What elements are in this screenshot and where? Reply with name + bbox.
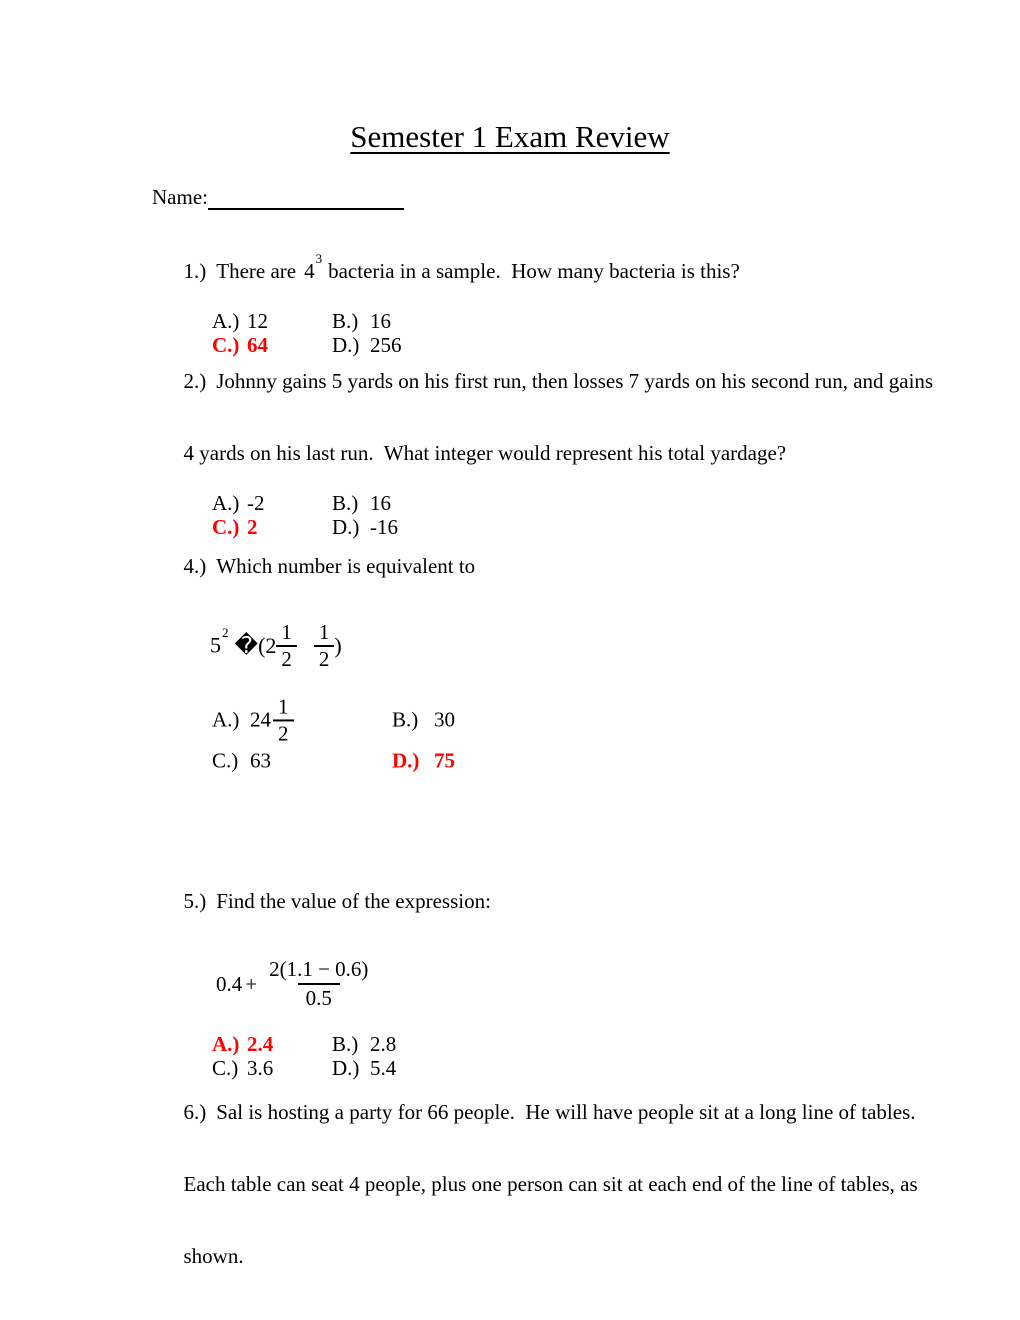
question-1-text-after: bacteria in a sample. How many bacteria is this? bbox=[328, 259, 740, 283]
question-1-text-before: There are bbox=[216, 259, 297, 283]
question-5-options bbox=[212, 1032, 1012, 1080]
question-6-line-3 bbox=[152, 1220, 1012, 1292]
option-d-value: 75 bbox=[434, 748, 455, 773]
option-c-label: C.) bbox=[212, 748, 239, 773]
fraction-numerator: 2(1.1 − 0.6) bbox=[269, 957, 369, 981]
option-d-value: 5.4 bbox=[370, 1056, 397, 1081]
question-2-text-1: Johnny gains 5 yards on his first run, then losses 7 yards on his second run, and gains bbox=[216, 369, 934, 393]
option-a-value: 2.4 bbox=[247, 1032, 274, 1057]
option-b-value: 2.8 bbox=[370, 1032, 397, 1057]
power-exponent: 3 bbox=[315, 251, 323, 266]
question-4-math-expression bbox=[210, 621, 342, 670]
fraction-denominator: 2 bbox=[276, 645, 297, 670]
option-b-label: B.) bbox=[332, 491, 359, 515]
option-c-value: 64 bbox=[247, 333, 268, 357]
name-blank-line bbox=[208, 189, 404, 210]
question-4-text bbox=[152, 530, 1012, 602]
option-a-value: -2 bbox=[247, 491, 265, 515]
question-4 bbox=[152, 530, 1012, 774]
fraction bbox=[276, 621, 297, 670]
question-6 bbox=[152, 1076, 1012, 1292]
option-d-label: D.) bbox=[332, 1056, 360, 1081]
fraction-denominator: 0.5 bbox=[298, 983, 340, 1010]
options-row bbox=[212, 748, 692, 774]
mixed-number-whole: 24 bbox=[250, 707, 271, 732]
question-4-prompt: Which number is equivalent to bbox=[216, 554, 476, 578]
option-b-label: B.) bbox=[392, 707, 419, 732]
question-5-math-expression bbox=[216, 958, 376, 1010]
option-a-label: A.) bbox=[212, 707, 240, 732]
question-6-text-1: Sal is hosting a party for 66 people. He will have people sit at a long line of tables. bbox=[216, 1100, 916, 1124]
name-row bbox=[152, 185, 404, 210]
power-base: 4 bbox=[304, 259, 315, 283]
option-a-label: A.) bbox=[212, 491, 240, 515]
question-2 bbox=[152, 345, 1012, 539]
question-2-line-2 bbox=[152, 417, 1012, 489]
option-d-label: D.) bbox=[332, 333, 360, 357]
mixed-number-whole: 2 bbox=[265, 632, 277, 658]
question-1-text bbox=[152, 230, 1012, 307]
option-b-value: 30 bbox=[434, 707, 455, 732]
question-2-text-2: 4 yards on his last run. What integer would represent his total yardage? bbox=[183, 441, 787, 465]
question-5-prompt: Find the value of the expression: bbox=[216, 889, 491, 913]
fraction-numerator: 1 bbox=[281, 620, 292, 644]
unknown-operator-symbol: � bbox=[234, 632, 259, 659]
fraction bbox=[261, 958, 376, 1010]
question-6-line-2 bbox=[152, 1148, 1012, 1220]
power-exponent: 2 bbox=[222, 625, 229, 641]
question-2-line-1 bbox=[152, 345, 1012, 417]
question-6-line-1 bbox=[152, 1076, 1012, 1148]
fraction bbox=[273, 696, 294, 745]
question-4-number: 4.) bbox=[183, 554, 207, 578]
question-6-text-3: shown. bbox=[183, 1244, 244, 1268]
close-paren: ) bbox=[334, 632, 342, 658]
option-a-label: A.) bbox=[212, 1032, 240, 1057]
option-b-label: B.) bbox=[332, 309, 359, 333]
question-5-text bbox=[152, 865, 1012, 937]
power-expression bbox=[210, 625, 229, 658]
question-2-number: 2.) bbox=[183, 369, 207, 393]
option-b-label: B.) bbox=[332, 1032, 359, 1057]
document-title: Semester 1 Exam Review bbox=[350, 119, 670, 154]
fraction-numerator: 1 bbox=[318, 620, 330, 644]
question-5-number: 5.) bbox=[183, 889, 207, 913]
option-b-value: 16 bbox=[370, 309, 391, 333]
option-c-value: 63 bbox=[250, 748, 271, 773]
option-a-label: A.) bbox=[212, 309, 240, 333]
option-b-value: 16 bbox=[370, 491, 391, 515]
plus-operator: + bbox=[245, 971, 258, 996]
option-a-value bbox=[250, 696, 294, 745]
question-1 bbox=[152, 230, 1012, 357]
option-d-label: D.) bbox=[392, 748, 420, 773]
option-c-label: C.) bbox=[212, 515, 240, 539]
question-5 bbox=[152, 865, 1012, 1080]
open-paren: ( bbox=[258, 632, 266, 658]
power-base: 5 bbox=[210, 632, 221, 658]
options-row bbox=[212, 692, 692, 748]
fraction-denominator: 2 bbox=[314, 645, 335, 670]
option-d-value: 256 bbox=[370, 333, 402, 357]
question-6-number: 6.) bbox=[183, 1100, 207, 1124]
question-4-options bbox=[212, 692, 692, 774]
option-c-value: 2 bbox=[247, 515, 258, 539]
option-c-value: 3.6 bbox=[247, 1056, 274, 1081]
option-d-value: -16 bbox=[370, 515, 398, 539]
name-label: Name: bbox=[152, 185, 208, 209]
fraction-denominator: 2 bbox=[273, 720, 294, 745]
power-expression bbox=[304, 251, 323, 283]
fraction-numerator: 1 bbox=[278, 694, 289, 719]
option-a-value: 12 bbox=[247, 309, 268, 333]
expression-lead: 0.4 bbox=[216, 971, 243, 996]
option-c-label: C.) bbox=[212, 1056, 239, 1081]
option-d-label: D.) bbox=[332, 515, 360, 539]
option-c-label: C.) bbox=[212, 333, 240, 357]
question-6-text-2: Each table can seat 4 people, plus one person can sit at each end of the line of tables, as bbox=[183, 1172, 918, 1196]
question-1-number: 1.) bbox=[183, 259, 207, 283]
fraction bbox=[314, 621, 335, 670]
